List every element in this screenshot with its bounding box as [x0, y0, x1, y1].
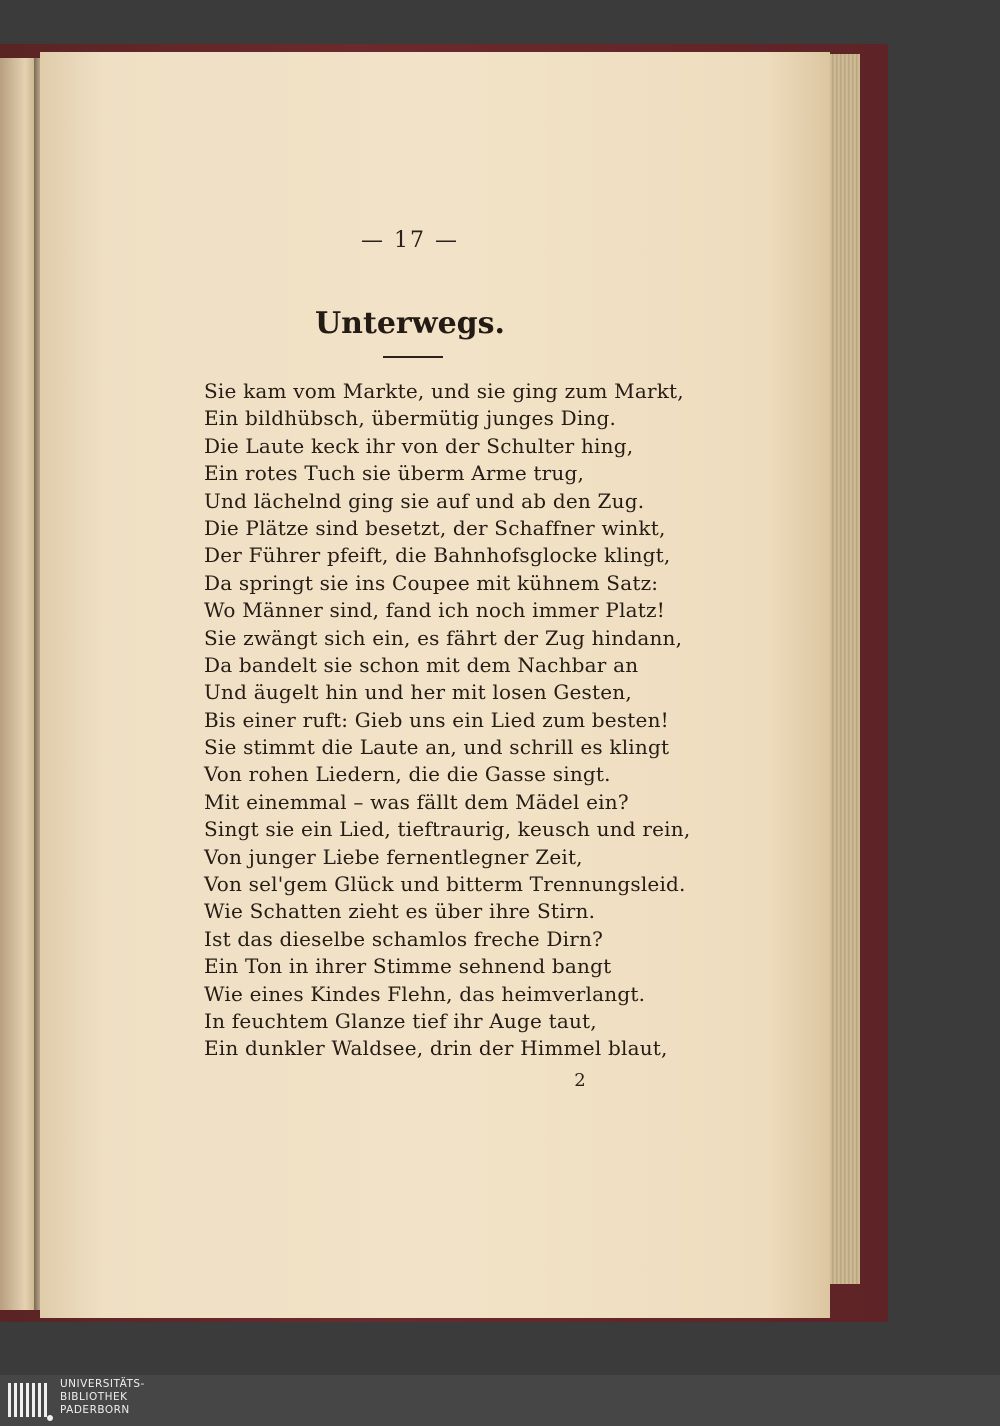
footer-bar: [0, 1375, 1000, 1426]
poem-line: Wo Männer sind, fand ich noch immer Platz!: [204, 598, 666, 623]
poem-line: Ein dunkler Waldsee, drin der Himmel blaut,: [204, 1036, 668, 1061]
poem-line: Wie eines Kindes Flehn, das heimverlangt.: [204, 981, 646, 1006]
poem-line: Von rohen Liedern, die die Gasse singt.: [204, 762, 611, 787]
poem-line: Wie Schatten zieht es über ihre Stirn.: [204, 899, 596, 924]
poem-line: Sie kam vom Markte, und sie ging zum Markt,: [204, 379, 684, 403]
page-number: — 17 —: [361, 228, 459, 253]
poem-line: Singt sie ein Lied, tieftraurig, keusch und rein,: [204, 817, 691, 842]
poem-line: Und lächelnd ging sie auf und ab den Zug.: [204, 488, 645, 513]
poem-line: Der Führer pfeift, die Bahnhofsglocke klingt,: [204, 543, 671, 568]
poem-line: In feuchtem Glanze tief ihr Auge taut,: [204, 1008, 597, 1033]
left-page-edge: [0, 58, 36, 1310]
page-edges: [826, 54, 860, 1284]
poem-line: Die Plätze sind besetzt, der Schaffner winkt,: [204, 515, 666, 540]
poem-line: Sie stimmt die Laute an, und schrill es klingt: [204, 735, 670, 760]
library-name-line: PADERBORN: [60, 1404, 130, 1416]
poem-line: Ein bildhübsch, übermütig junges Ding.: [204, 406, 617, 431]
poem-text: [204, 378, 691, 1063]
poem-line: Von sel'gem Glück und bitterm Trennungsleid.: [204, 872, 686, 897]
poem-line: Da springt sie ins Coupee mit kühnem Satz:: [204, 570, 659, 595]
poem-line: Ein Ton in ihrer Stimme sehnend bangt: [204, 954, 612, 979]
poem-line: Und äugelt hin und her mit losen Gesten,: [204, 680, 632, 705]
poem-line: Da bandelt sie schon mit dem Nachbar an: [204, 652, 639, 677]
poem-line: Bis einer ruft: Gieb uns ein Lied zum besten!: [204, 707, 669, 732]
poem-line: Mit einemmal – was fällt dem Mädel ein?: [204, 789, 629, 814]
poem-line: Sie zwängt sich ein, es fährt der Zug hindann,: [204, 625, 683, 650]
signature-mark: 2: [574, 1070, 586, 1091]
poem-line: Die Laute keck ihr von der Schulter hing,: [204, 433, 634, 458]
title-rule: [383, 356, 443, 358]
poem-line: Ein rotes Tuch sie überm Arme trug,: [204, 461, 585, 486]
poem-line: Von junger Liebe fernentlegner Zeit,: [204, 844, 583, 869]
poem-title: Unterwegs.: [315, 306, 505, 341]
library-name: [60, 1378, 145, 1417]
library-name-line: UNIVERSITÄTS-: [60, 1378, 145, 1390]
library-logo-icon: [6, 1379, 54, 1422]
poem-line: Ist das dieselbe schamlos freche Dirn?: [204, 926, 603, 951]
library-name-line: BIBLIOTHEK: [60, 1391, 128, 1403]
